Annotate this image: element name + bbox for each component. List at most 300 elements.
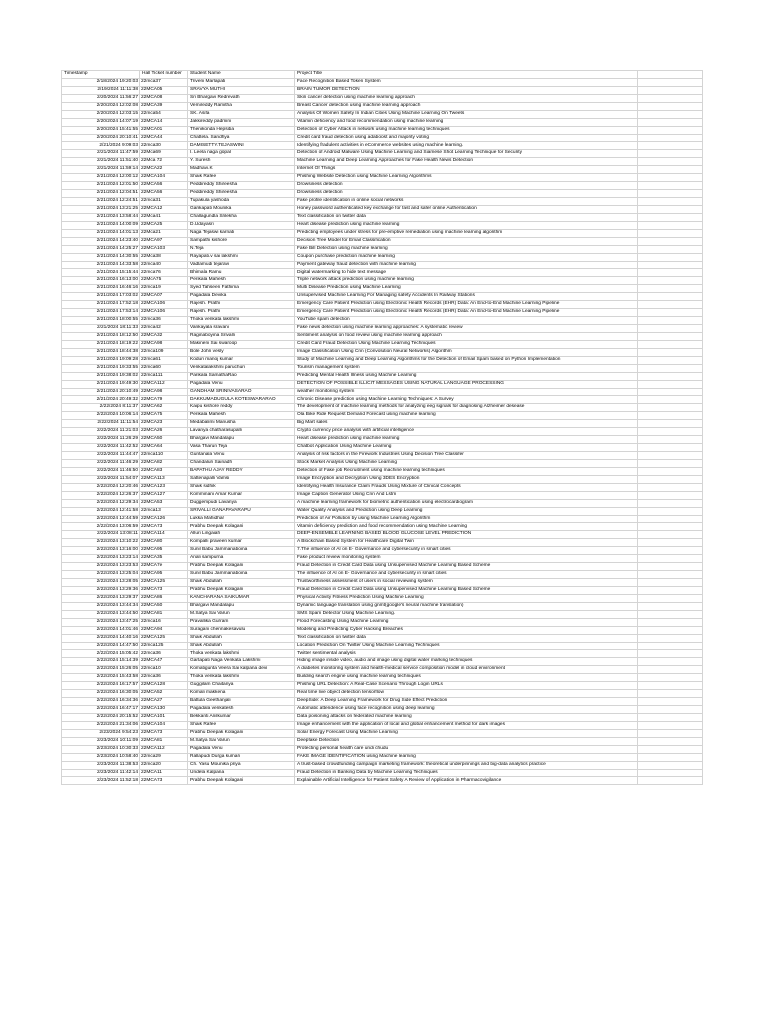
table-row bbox=[62, 340, 703, 348]
empty-cell bbox=[638, 499, 703, 507]
empty-cell bbox=[638, 261, 703, 269]
empty-cell bbox=[638, 237, 703, 245]
hall-ticket-cell: 22mca20 bbox=[140, 761, 188, 769]
student-name-cell: Sattenapalli Vamsi bbox=[188, 475, 295, 483]
student-name-cell: Perikala Mahesh bbox=[188, 412, 295, 420]
project-title-cell: Phishing URL Detection: A Real-Case Scenario Through Login URLs bbox=[295, 682, 638, 690]
table-row bbox=[62, 166, 703, 174]
table-row bbox=[62, 205, 703, 213]
empty-cell bbox=[638, 301, 703, 309]
timestamp-cell: 2/21/2024 12:24:51 bbox=[62, 198, 140, 206]
empty-cell bbox=[638, 753, 703, 761]
project-title-cell: A diabetes monitoring system and health-medical service composition model in cloud environment bbox=[295, 666, 638, 674]
empty-cell bbox=[638, 745, 703, 753]
student-name-cell: Kaipu kishore reddy bbox=[188, 404, 295, 412]
project-title-cell: Modeling and Predicting Cyber Hacking Breaches bbox=[295, 626, 638, 634]
empty-cell bbox=[638, 475, 703, 483]
timestamp-cell: 2/20/2024 15:41:55 bbox=[62, 126, 140, 134]
timestamp-cell: 2/21/2024 11:47:59 bbox=[62, 150, 140, 158]
empty-cell bbox=[638, 586, 703, 594]
timestamp-cell: 2/22/2024 13:29:37 bbox=[62, 594, 140, 602]
empty-cell bbox=[638, 348, 703, 356]
table-row bbox=[62, 348, 703, 356]
timestamp-cell: 2/18/2024 19:20:03 bbox=[62, 78, 140, 86]
table-row bbox=[62, 467, 703, 475]
table-row bbox=[62, 317, 703, 325]
project-title-cell: Deepfake Detection bbox=[295, 737, 638, 745]
table-row bbox=[62, 547, 703, 555]
timestamp-cell: 2/22/2024 13:47:25 bbox=[62, 618, 140, 626]
project-title-cell: Payment gateway fraud detection with machine learning bbox=[295, 261, 638, 269]
student-name-cell: Pagadala Venu bbox=[188, 380, 295, 388]
empty-cell bbox=[638, 459, 703, 467]
project-title-cell: Heart disease prediction using machine learning bbox=[295, 221, 638, 229]
empty-cell bbox=[638, 777, 703, 785]
table-row bbox=[62, 428, 703, 436]
hall-ticket-cell: 22mca36 bbox=[140, 674, 188, 682]
student-name-cell: Parikala SamathaRao bbox=[188, 372, 295, 380]
empty-cell bbox=[638, 364, 703, 372]
empty-cell bbox=[638, 698, 703, 706]
hall-ticket-cell: 22MCA01 bbox=[140, 126, 188, 134]
hall-ticket-cell: 22mca125 bbox=[140, 642, 188, 650]
project-title-cell: Machine Learning and Deep Learning Approaches for Fake Health News Detection bbox=[295, 158, 638, 166]
project-title-cell: Chronic Disease prediction using Machine Learning Techniques: A Survey bbox=[295, 396, 638, 404]
empty-cell bbox=[638, 245, 703, 253]
hall-ticket-cell: 22Mca69 bbox=[140, 150, 188, 158]
student-name-cell: Shaik Rafee bbox=[188, 174, 295, 182]
table-row bbox=[62, 634, 703, 642]
empty-cell bbox=[638, 515, 703, 523]
hall-ticket-cell: 22MCA73 bbox=[140, 586, 188, 594]
empty-cell bbox=[638, 150, 703, 158]
hall-ticket-cell: 22MCA64 bbox=[140, 444, 188, 452]
hall-ticket-cell: 22MCA11 bbox=[140, 769, 188, 777]
empty-cell bbox=[638, 769, 703, 777]
table-row bbox=[62, 721, 703, 729]
project-title-cell: Triple network attack prediction using machine learning bbox=[295, 277, 638, 285]
timestamp-cell: 2/21/2024 16:13:00 bbox=[62, 277, 140, 285]
timestamp-cell: 2/22/2024 13:28:05 bbox=[62, 579, 140, 587]
project-title-cell: 7.The influence of AI on E- Governance and cybersecurity in smart cities bbox=[295, 547, 638, 555]
table-row bbox=[62, 221, 703, 229]
student-name-cell: D.Udayasri bbox=[188, 221, 295, 229]
timestamp-cell: 2/21/2024 17:53:14 bbox=[62, 309, 140, 317]
empty-cell bbox=[638, 634, 703, 642]
table-row bbox=[62, 626, 703, 634]
student-name-cell: Prabhu Deepak Kolagani bbox=[188, 523, 295, 531]
hall-ticket-cell: 22MCA86 bbox=[140, 594, 188, 602]
empty-cell bbox=[638, 285, 703, 293]
empty-cell bbox=[638, 332, 703, 340]
hall-ticket-cell: 22mca61 bbox=[140, 356, 188, 364]
timestamp-cell: 2/22/2024 11:44:47 bbox=[62, 452, 140, 460]
hall-ticket-cell: 22MCA128 bbox=[140, 682, 188, 690]
project-title-cell: Fake Bill Detection using machine learning bbox=[295, 245, 638, 253]
hall-ticket-cell: 22MCA95 bbox=[140, 547, 188, 555]
project-title-cell: Fraud Detection in Credit Card Data using Unsupervised Machine Learning Based Scheme bbox=[295, 563, 638, 571]
timestamp-cell: 2/22/2024 15:43:58 bbox=[62, 674, 140, 682]
empty-cell bbox=[638, 205, 703, 213]
empty-cell bbox=[638, 650, 703, 658]
project-title-cell: Digital watermarking to hide text message bbox=[295, 269, 638, 277]
hall-ticket-cell: 22MCA50 bbox=[140, 602, 188, 610]
empty-cell bbox=[638, 94, 703, 102]
project-title-cell: Skin cancer detection using machine learning approach bbox=[295, 94, 638, 102]
hall-ticket-cell: 22MCA97 bbox=[140, 237, 188, 245]
hall-ticket-cell: 22MCA23 bbox=[140, 420, 188, 428]
empty-cell bbox=[638, 674, 703, 682]
hall-ticket-cell: 22MCA95 bbox=[140, 571, 188, 579]
empty-cell bbox=[638, 523, 703, 531]
timestamp-cell: 2/22/2024 14:01:46 bbox=[62, 626, 140, 634]
hall-ticket-cell: 22MCA56 bbox=[140, 190, 188, 198]
hall-ticket-cell: 22MCA104 bbox=[140, 721, 188, 729]
table-row bbox=[62, 539, 703, 547]
hall-ticket-cell: 22MCA79 bbox=[140, 396, 188, 404]
header-empty bbox=[638, 71, 703, 79]
empty-cell bbox=[638, 737, 703, 745]
timestamp-cell: 2/22/2024 11:21:03 bbox=[62, 428, 140, 436]
project-title-cell: Multi Disease Prediction using Machine Learning bbox=[295, 285, 638, 293]
table-row bbox=[62, 713, 703, 721]
table-row bbox=[62, 380, 703, 388]
table-body bbox=[62, 78, 703, 784]
project-title-cell: Dynamic language translation using gnmt(google's neural machine translation) bbox=[295, 602, 638, 610]
project-title-cell: DETECTION OF POSSIBLE ILLICIT MESSAGES USING NATURAL LANGUAGE PROCESSING bbox=[295, 380, 638, 388]
hall-ticket-cell: 22MCA106 bbox=[140, 301, 188, 309]
project-title-cell: Tourism management system bbox=[295, 364, 638, 372]
empty-cell bbox=[638, 380, 703, 388]
student-name-cell: Thenikonda Hepsiba bbox=[188, 126, 295, 134]
hall-ticket-cell: 22MCA104 bbox=[140, 174, 188, 182]
table-row bbox=[62, 515, 703, 523]
student-name-cell: Thoka venkata lakshmi bbox=[188, 674, 295, 682]
empty-cell bbox=[638, 555, 703, 563]
timestamp-cell: 2/22/2024 16:30:05 bbox=[62, 690, 140, 698]
hall-ticket-cell: 22mca29 bbox=[140, 753, 188, 761]
hall-ticket-cell: 22MCA25 bbox=[140, 221, 188, 229]
empty-cell bbox=[638, 190, 703, 198]
table-row bbox=[62, 459, 703, 467]
empty-cell bbox=[638, 253, 703, 261]
hall-ticket-cell: 22Mca38 bbox=[140, 253, 188, 261]
header-row bbox=[62, 71, 703, 79]
hall-ticket-cell: 22mca37 bbox=[140, 78, 188, 86]
table-row bbox=[62, 571, 703, 579]
empty-cell bbox=[638, 166, 703, 174]
student-name-cell: M.Satya Sai Varun bbox=[188, 610, 295, 618]
timestamp-cell: 2/21/2024 20:10:49 bbox=[62, 388, 140, 396]
timestamp-cell: 2/22/2024 11:11:54 bbox=[62, 420, 140, 428]
student-name-cell: DAMISETTY.TEJASWINI bbox=[188, 142, 295, 150]
timestamp-cell: 2/22/2024 13:23:53 bbox=[62, 563, 140, 571]
student-name-cell: Naga Tejaswi karnati bbox=[188, 229, 295, 237]
project-title-cell: Fraud Detection in Banking Data by Machine Learning Techniques bbox=[295, 769, 638, 777]
table-row bbox=[62, 182, 703, 190]
student-name-cell: Undela Kalpana bbox=[188, 769, 295, 777]
student-name-cell: Garikapati Mounika bbox=[188, 205, 295, 213]
empty-cell bbox=[638, 547, 703, 555]
timestamp-cell: 2/22/2024 11:42:52 bbox=[62, 444, 140, 452]
project-title-cell: Real time live object detection tensorflow bbox=[295, 690, 638, 698]
project-title-cell: Stock Market Analysis Using Machine Learning bbox=[295, 459, 638, 467]
hall-ticket-cell: 22Mca41 bbox=[140, 213, 188, 221]
student-name-cell: Perikala Mahesh bbox=[188, 277, 295, 285]
table-row bbox=[62, 491, 703, 499]
table-row bbox=[62, 475, 703, 483]
student-name-cell: Prabhu Deepak Kolagani bbox=[188, 729, 295, 737]
table-row bbox=[62, 523, 703, 531]
project-title-cell: DEEP-ENSEMBLE LEARNING BASED BLOOD GLUCOSE LEVEL PREDICTION bbox=[295, 531, 638, 539]
hall-ticket-cell: 22mca19 bbox=[140, 285, 188, 293]
table-row bbox=[62, 682, 703, 690]
timestamp-cell: 2/20/2024 20:10:41 bbox=[62, 134, 140, 142]
table-row bbox=[62, 261, 703, 269]
table-row bbox=[62, 293, 703, 301]
timestamp-cell: 2/20/2024 12:02:08 bbox=[62, 102, 140, 110]
table-row bbox=[62, 309, 703, 317]
empty-cell bbox=[638, 690, 703, 698]
timestamp-cell: 2/22/2024 14:40:16 bbox=[62, 634, 140, 642]
empty-cell bbox=[638, 658, 703, 666]
empty-cell bbox=[638, 618, 703, 626]
hall-ticket-cell: 22MCA62 bbox=[140, 404, 188, 412]
project-title-cell: Fake product review monitoring system bbox=[295, 555, 638, 563]
student-name-cell: GANDHAM SRINIVASARAO bbox=[188, 388, 295, 396]
project-title-cell: Internet Of Things bbox=[295, 166, 638, 174]
project-title-cell: Breast Cancer detection using machine learning approach bbox=[295, 102, 638, 110]
timestamp-cell: 2/22/2024 15:26:05 bbox=[62, 666, 140, 674]
table-row bbox=[62, 586, 703, 594]
project-title-cell: YouTube spam detection bbox=[295, 317, 638, 325]
table-row bbox=[62, 769, 703, 777]
project-title-cell: Decision Tree Model for Email Classification bbox=[295, 237, 638, 245]
hall-ticket-cell: 22MCA53 bbox=[140, 499, 188, 507]
empty-cell bbox=[638, 86, 703, 94]
student-name-cell: Madhavi.K bbox=[188, 166, 295, 174]
table-row bbox=[62, 229, 703, 237]
table-row bbox=[62, 555, 703, 563]
timestamp-cell: 2/21/2024 14:25:27 bbox=[62, 245, 140, 253]
project-title-cell: Analysis of risk factors in the Firework Industries Using Decision Tree Classifer bbox=[295, 452, 638, 460]
student-name-cell: Pagadala Venu bbox=[188, 745, 295, 753]
empty-cell bbox=[638, 666, 703, 674]
timestamp-cell: 2/21/2024 14:33:58 bbox=[62, 261, 140, 269]
header-hall-ticket: Hall Ticket number bbox=[140, 71, 188, 79]
student-name-cell: Triveni Marlapati bbox=[188, 78, 295, 86]
timestamp-cell: 2/21/2024 9:09:03 bbox=[62, 142, 140, 150]
timestamp-cell: 2/22/2024 12:29:34 bbox=[62, 499, 140, 507]
hall-ticket-cell: 22MCA32 bbox=[140, 332, 188, 340]
project-title-cell: Solar Energy Forecast Using Machine Learning bbox=[295, 729, 638, 737]
project-title-cell: Drowsiness detection bbox=[295, 190, 638, 198]
project-title-cell: Emergency Care Patient Prediction using Electronic Health Records (EHR) Data: An End-to-End Machine Learning Pipeline bbox=[295, 301, 638, 309]
empty-cell bbox=[638, 483, 703, 491]
student-name-cell: Raginaboyina Srivalli bbox=[188, 332, 295, 340]
project-title-cell: Fraud Detection in Credit Card Data using Unsupervised Machine Learning Based Scheme bbox=[295, 586, 638, 594]
student-name-cell: Rayapati.v sai lakshmi bbox=[188, 253, 295, 261]
project-title-cell: Hiding image inside video, audio and image using digital water marking techniques bbox=[295, 658, 638, 666]
table-row bbox=[62, 507, 703, 515]
empty-cell bbox=[638, 126, 703, 134]
empty-cell bbox=[638, 507, 703, 515]
project-title-cell: Credit card fraud detection using adaboost and majority voting bbox=[295, 134, 638, 142]
table-row bbox=[62, 198, 703, 206]
table-row bbox=[62, 332, 703, 340]
table-row bbox=[62, 269, 703, 277]
timestamp-cell: 2/22/2024 13:06:59 bbox=[62, 523, 140, 531]
table-row bbox=[62, 253, 703, 261]
student-name-cell: Venkatalakshmi paruchuri bbox=[188, 364, 295, 372]
hall-ticket-cell: 22MCA112 bbox=[140, 745, 188, 753]
student-name-cell: M.Satya Sai Varun bbox=[188, 737, 295, 745]
empty-cell bbox=[638, 761, 703, 769]
timestamp-cell: 2/21/2024 14:30:55 bbox=[62, 253, 140, 261]
student-name-cell: Shaik Rafee bbox=[188, 721, 295, 729]
student-name-cell: Shaik Abdullah bbox=[188, 634, 295, 642]
header-student-name: Student Name bbox=[188, 71, 295, 79]
timestamp-cell: 2/20/2024 12:03:15 bbox=[62, 110, 140, 118]
empty-cell bbox=[638, 491, 703, 499]
project-title-cell: SMS Spam Detector Using Machine Learning. bbox=[295, 610, 638, 618]
table-row bbox=[62, 372, 703, 380]
student-name-cell: Rajesh. Prathi bbox=[188, 309, 295, 317]
empty-cell bbox=[638, 269, 703, 277]
timestamp-cell: 2/21/2024 14:23:40 bbox=[62, 237, 140, 245]
project-title-cell: Identifying Health Insurance Claim Frauds Using Mixture of Clinical Concepts bbox=[295, 483, 638, 491]
timestamp-cell: 2/21/2024 18:12:50 bbox=[62, 332, 140, 340]
hall-ticket-cell: 22MCA130 bbox=[140, 706, 188, 714]
empty-cell bbox=[638, 444, 703, 452]
student-name-cell: SK. Asifa bbox=[188, 110, 295, 118]
project-title-cell: Automatic attendence using face recognition using deep learning bbox=[295, 706, 638, 714]
hall-ticket-cell: 22MCA81 bbox=[140, 610, 188, 618]
student-name-cell: Chandaluri Sainadh bbox=[188, 459, 295, 467]
hall-ticket-cell: 22MCA27 bbox=[140, 698, 188, 706]
project-title-cell: Heart disease prediction using machine learning bbox=[295, 436, 638, 444]
project-title-cell: Sentiment analysis on food review using machine learning approach bbox=[295, 332, 638, 340]
hall-ticket-cell: 22MCA125 bbox=[140, 634, 188, 642]
empty-cell bbox=[638, 293, 703, 301]
table-row bbox=[62, 483, 703, 491]
student-name-cell: Prabhu Deepak Kolagani bbox=[188, 586, 295, 594]
student-name-cell: Kompalli praveen kumar bbox=[188, 539, 295, 547]
table-row bbox=[62, 118, 703, 126]
empty-cell bbox=[638, 436, 703, 444]
timestamp-cell: 2/21/2024 13:21:25 bbox=[62, 205, 140, 213]
project-title-cell: Twitter sentimental analysis bbox=[295, 650, 638, 658]
timestamp-cell: 2/22/2024 14:47:50 bbox=[62, 642, 140, 650]
hall-ticket-cell: 22mca36 bbox=[140, 317, 188, 325]
timestamp-cell: 2/21/2024 15:15:44 bbox=[62, 269, 140, 277]
hall-ticket-cell: 22mca36 bbox=[140, 650, 188, 658]
timestamp-cell: 2/21/2024 19:49:30 bbox=[62, 380, 140, 388]
project-title-cell: Ola Bike Ride Request Demand Forecast using machine learning bbox=[295, 412, 638, 420]
timestamp-cell: 2/22/2024 11:26:29 bbox=[62, 436, 140, 444]
student-name-cell: Vankayala sravani bbox=[188, 325, 295, 333]
empty-cell bbox=[638, 213, 703, 221]
student-name-cell: Koduri manoj kumar bbox=[188, 356, 295, 364]
project-title-cell: Study of Machine Learning and Deep Learning Algorithms for the Detection of Email Spam based on Python Implementation bbox=[295, 356, 638, 364]
project-title-cell: The development of machine learning methods for analyzing eeg signals for diagnosing Alzheimer desease bbox=[295, 404, 638, 412]
empty-cell bbox=[638, 452, 703, 460]
empty-cell bbox=[638, 539, 703, 547]
student-name-cell: Jakkireddy padmini bbox=[188, 118, 295, 126]
timestamp-cell: 2/22/2024 11:46:29 bbox=[62, 459, 140, 467]
timestamp-cell: 2/21/2024 17:52:18 bbox=[62, 301, 140, 309]
student-name-cell: Thoka venkata lakshmi bbox=[188, 650, 295, 658]
empty-cell bbox=[638, 340, 703, 348]
timestamp-cell: 2/22/2024 12:26:37 bbox=[62, 491, 140, 499]
project-title-cell: Trustworthiness assessment of users in social reviewing system bbox=[295, 579, 638, 587]
submissions-table bbox=[61, 70, 703, 785]
student-name-cell: DAKKUMADUGULA KOTESWARARAO bbox=[188, 396, 295, 404]
hall-ticket-cell: 22MCA47 bbox=[140, 658, 188, 666]
hall-ticket-cell: 22MCA44 bbox=[140, 134, 188, 142]
empty-cell bbox=[638, 571, 703, 579]
timestamp-cell: 2/21/2024 16:46:16 bbox=[62, 285, 140, 293]
hall-ticket-cell: 22Mca 72 bbox=[140, 158, 188, 166]
project-title-cell: Flood Forecasting Using Machine Learning bbox=[295, 618, 638, 626]
empty-cell bbox=[638, 642, 703, 650]
project-title-cell: Prediction of Air Pollution by using Machine Learning Algorithm bbox=[295, 515, 638, 523]
student-name-cell: Thoka venkata lakshmi bbox=[188, 317, 295, 325]
table-row bbox=[62, 396, 703, 404]
empty-cell bbox=[638, 102, 703, 110]
project-title-cell: Image enhancement with the application of local and global enhancement method for dark images bbox=[295, 721, 638, 729]
table-row bbox=[62, 737, 703, 745]
hall-ticket-cell: 22MCA26 bbox=[140, 428, 188, 436]
project-title-cell: Predicting employees under stress for pre-emptive remediation using machine learning algorithm bbox=[295, 229, 638, 237]
project-title-cell: Vitamin deficiency and food recommendation using machine learning bbox=[295, 118, 638, 126]
hall-ticket-cell: 22MCA82 bbox=[140, 459, 188, 467]
timestamp-cell: 2/22/2024 13:29:36 bbox=[62, 586, 140, 594]
student-name-cell: Pagadala venkatesh bbox=[188, 706, 295, 714]
student-name-cell: SRAVYA MUTHI bbox=[188, 86, 295, 94]
student-name-cell: Sunil Babu Jammanaboina bbox=[188, 547, 295, 555]
timestamp-cell: 2/20/2024 11:56:27 bbox=[62, 94, 140, 102]
table-row bbox=[62, 452, 703, 460]
hall-ticket-cell: 22MCA22 bbox=[140, 166, 188, 174]
timestamp-cell: 2/23/2024 10:58:40 bbox=[62, 753, 140, 761]
table-row bbox=[62, 531, 703, 539]
hall-ticket-cell: 22MCA7e bbox=[140, 563, 188, 571]
timestamp-cell: 2/21/2024 18:19:22 bbox=[62, 340, 140, 348]
project-title-cell: The influence of AI on E- Governance and cybersecurity in smart cities bbox=[295, 571, 638, 579]
header-project-title: Project Title bbox=[295, 71, 638, 79]
empty-cell bbox=[638, 356, 703, 364]
student-name-cell: Chattela. Sandhya bbox=[188, 134, 295, 142]
table-row bbox=[62, 650, 703, 658]
table-row bbox=[62, 610, 703, 618]
student-name-cell: Rajesh. Prathi bbox=[188, 301, 295, 309]
table-row bbox=[62, 94, 703, 102]
student-name-cell: Makineni Sai swaroop bbox=[188, 340, 295, 348]
table-row bbox=[62, 356, 703, 364]
hall-ticket-cell: 22MCA101 bbox=[140, 713, 188, 721]
project-title-cell: A machine learning framework for biometric authentication using electrocardiogram bbox=[295, 499, 638, 507]
student-name-cell: Guggilam Chaitanya bbox=[188, 682, 295, 690]
hall-ticket-cell: 22MCA98 bbox=[140, 340, 188, 348]
project-title-cell: Image Classification Using Cnn (Convolution Neural Networks) Algorithm bbox=[295, 348, 638, 356]
student-name-cell: Anali sampurna bbox=[188, 555, 295, 563]
empty-cell bbox=[638, 721, 703, 729]
empty-cell bbox=[638, 221, 703, 229]
empty-cell bbox=[638, 118, 703, 126]
timestamp-cell: 2/23/2024 11:42:14 bbox=[62, 769, 140, 777]
hall-ticket-cell: 22MCA113 bbox=[140, 475, 188, 483]
